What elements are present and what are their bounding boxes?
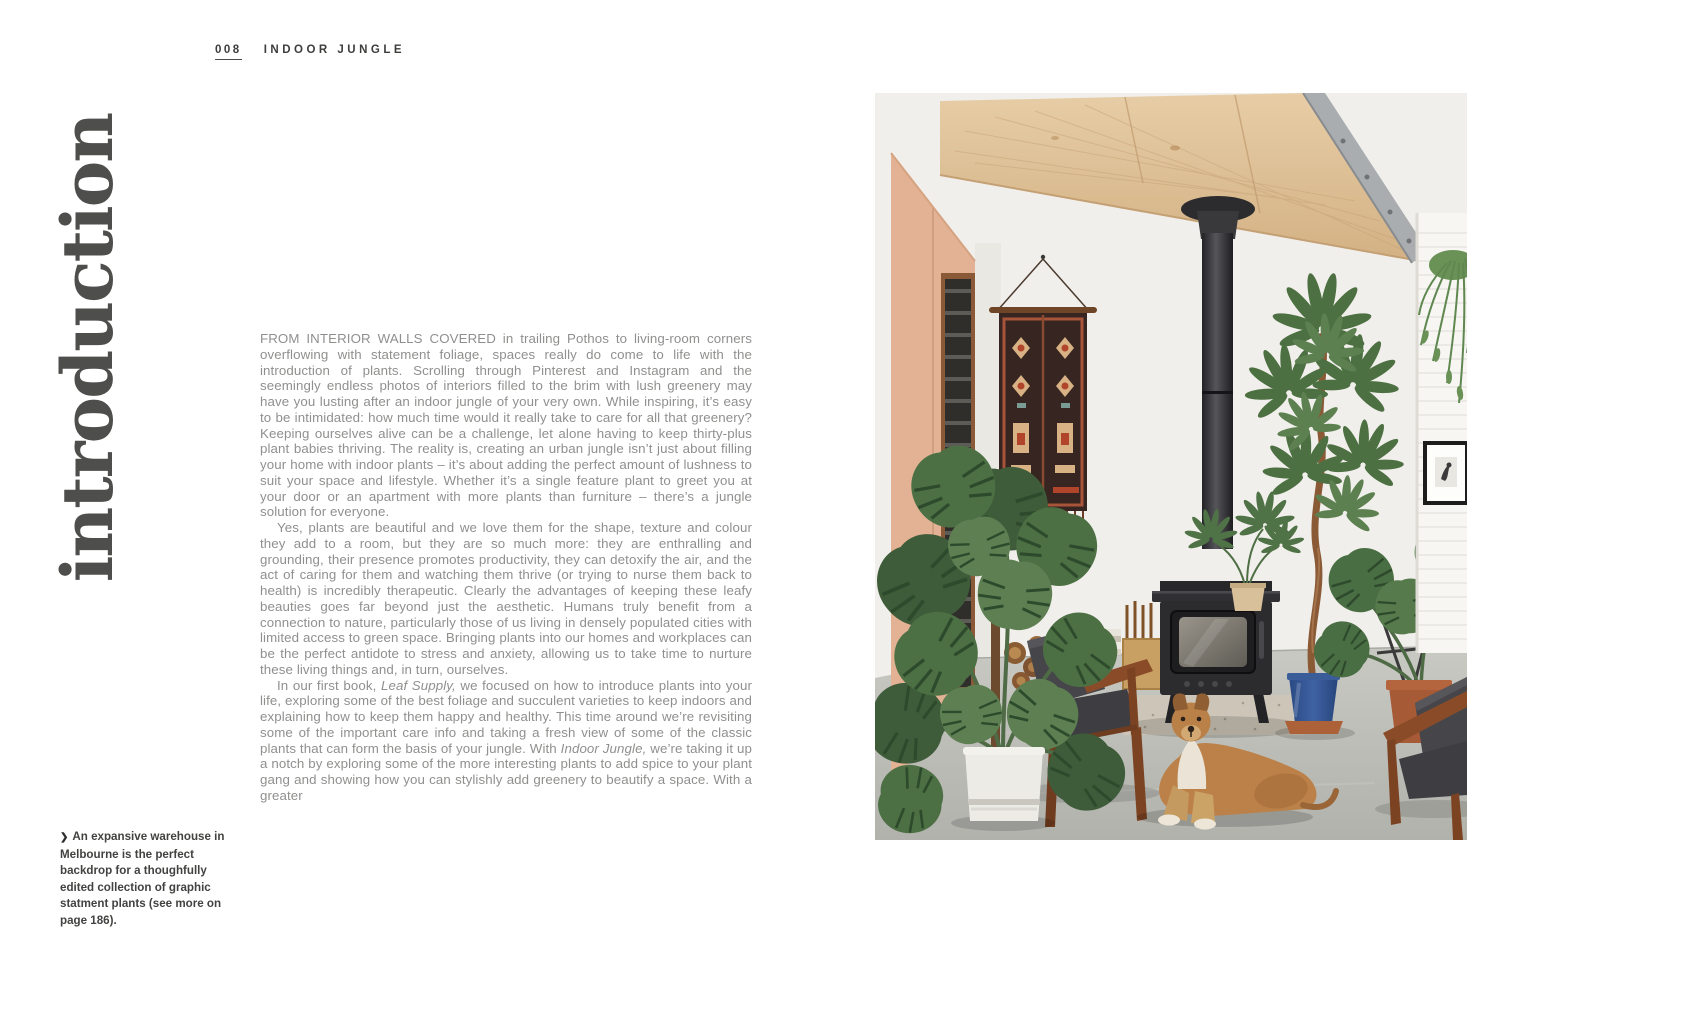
paragraph-3-text: we’re taking it up a notch by exploring some of the more interesting plants to add spice to your plant gang and showing how you can stylishly add greenery to beautify a space. With a greater <box>260 740 752 803</box>
caption-arrow-icon: ❯ <box>60 832 69 843</box>
page-header <box>215 44 405 60</box>
paragraph-1: FROM INTERIOR WALLS COVERED in trailing Pothos to living-room corners overflowing with statement foliage, spaces really do come to life with the introduction of plants. Scrolling through Pinterest and Instagram and the seemingly endless photos of interiors filled to the brim with lush greenery may have you lusting after an indoor jungle of your very own. While inspiring, it’s easy to be intimidated: how much time would it really take to care for all that greenery? Keeping ourselves alive can be a challenge, let alone having to keep thirty-plus plant babies thriving. The reality is, creating an urban jungle isn’t just about filling your home with indoor plants – it’s about adding the perfect amount of lushness to suit your space and lifestyle. Whether it’s a single feature plant to greet you at your door or an apartment with more plants than furniture – there’s a jungle solution for everyone. <box>260 331 752 520</box>
book-name-indoor-jungle: Indoor Jungle, <box>560 740 647 756</box>
book-title: INDOOR JUNGLE <box>263 44 406 56</box>
framed-art <box>1425 443 1467 503</box>
body-text <box>260 331 752 804</box>
paragraph-3-text: we focused on how to introduce plants into your life, exploring some of the best foliage and succulent varieties to keep indoors and explaining how to keep them happy and healthy. This time around we’re revisiting some of the important care info and taking a fresh view of some of the classic plants that can form the basis of your jungle. With <box>260 677 752 756</box>
paragraph-3-text: In our first book, <box>277 677 381 693</box>
interior-photo <box>875 93 1467 840</box>
chapter-title: introduction <box>46 113 129 583</box>
photo-caption <box>60 829 240 930</box>
paragraph-3 <box>260 678 752 804</box>
paragraph-2: Yes, plants are beautiful and we love them for the shape, texture and colour they add to a room, but they are so much more: they are enthralling and grounding, their presence promotes productivity, they can detoxify the air, and the act of caring for them and watching them thrive (or trying to nurse them back to health) is incredibly therapeutic. Clearly the advantages of keeping these leafy beauties goes far beyond just the aesthetic. Humans truly benefit from a connection to nature, particularly those of us living in densely populated cities with limited access to green space. Bringing plants into our homes and workplaces can be the perfect antidote to stress and anxiety, allowing us to take time to nurture these living things and, in turn, ourselves. <box>260 520 752 677</box>
chapter-title-wrap <box>46 90 129 606</box>
caption-text: An expansive warehouse in Melbourne is the perfect backdrop for a thoughfully edited collection of graphic statment plants (see more on page 186). <box>60 830 225 927</box>
page-number: 008 <box>215 44 242 60</box>
white-pot <box>963 747 1045 821</box>
book-name-leaf-supply: Leaf Supply, <box>380 677 456 693</box>
